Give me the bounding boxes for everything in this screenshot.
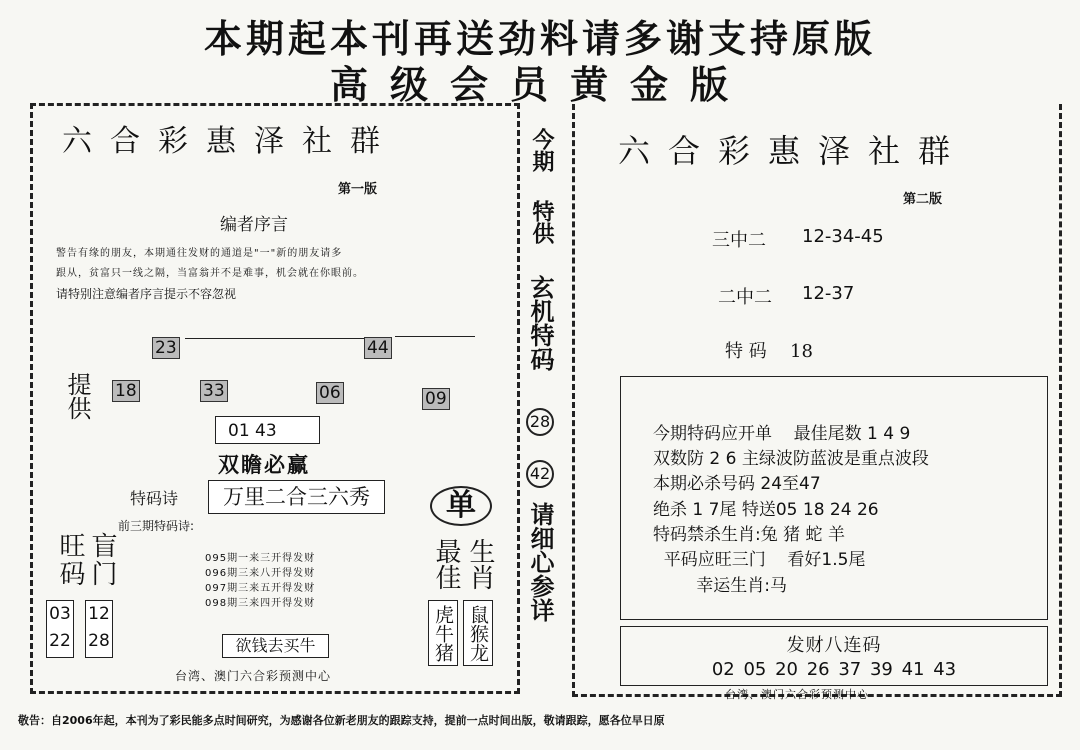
info-box — [620, 376, 1048, 620]
info-line: 幸运生肖:马 — [653, 576, 787, 596]
prev-line: 096期三来八开得发财 — [205, 568, 316, 579]
er-value: 12-37 — [802, 283, 855, 304]
info-line: 今期特码应开单 最佳尾数 1 4 9 — [653, 424, 911, 444]
header-line-1: 本期起本刊再送劲料请多谢支持原版 — [203, 16, 876, 61]
num-top-right: 44 — [364, 337, 392, 359]
middle-col-2: 特供 — [529, 200, 554, 244]
num-row-1: 18 — [112, 380, 140, 402]
info-line: 双数防 2 6 主绿波防蓝波是重点波段 — [653, 449, 929, 469]
er-label: 二中二 — [718, 287, 772, 308]
te-value: 18 — [790, 341, 813, 362]
middle-col-1: 今期 — [529, 128, 554, 172]
num-row-3: 06 — [316, 382, 344, 404]
middle-num-2: 42 — [526, 460, 554, 488]
right-footer: 台湾、澳门六合彩预测中心 — [725, 688, 869, 701]
num-row-2: 33 — [200, 380, 228, 402]
wang-num: 22 — [49, 631, 71, 651]
prev-line: 098期三来四开得发财 — [205, 598, 316, 609]
wang-num: 03 — [49, 604, 71, 624]
san-value: 12-34-45 — [802, 226, 884, 247]
san-label: 三中二 — [712, 230, 766, 251]
slogan: 双瞻必赢 — [218, 453, 310, 477]
header-line-2: 高级会员黄金版 — [329, 62, 750, 107]
preface-title: 编者序言 — [220, 215, 288, 235]
info-line: 平码应旺三门 看好1.5尾 — [653, 550, 866, 570]
mang-num: 12 — [88, 604, 110, 624]
wang-label: 旺码 — [55, 532, 85, 588]
info-line: 特码禁杀生肖:兔 猪 蛇 羊 — [653, 525, 845, 545]
right-title: 六合彩惠泽社群 — [618, 132, 969, 170]
eight-title: 发财八连码 — [786, 635, 882, 656]
info-line: 本期必杀号码 24至47 — [653, 474, 821, 494]
wang-box — [46, 600, 74, 658]
sheng-label: 生肖 — [465, 538, 495, 590]
left-title: 六合彩惠泽社群 — [62, 124, 398, 159]
middle-col-3: 玄机特码 — [526, 275, 554, 371]
middle-num-1: 28 — [526, 408, 554, 436]
mang-box — [85, 600, 113, 658]
dan-circle: 单 — [430, 486, 492, 526]
left-edition: 第一版 — [338, 182, 378, 197]
middle-col-4: 请细心参详 — [526, 502, 554, 622]
eight-nums: 02 05 20 26 37 39 41 43 — [711, 659, 957, 680]
poem-label: 特码诗 — [130, 489, 179, 508]
mang-label: 盲门 — [87, 532, 117, 588]
eight-box — [620, 626, 1048, 686]
poem-box: 万里二合三六秀 — [208, 480, 385, 514]
prev-line: 095期一来三开得发财 — [205, 553, 316, 564]
prev-label: 前三期特码诗: — [118, 519, 195, 533]
best-label: 最佳 — [431, 538, 461, 590]
preface-note: 请特别注意编者序言提示不容忽视 — [56, 287, 237, 301]
divider-line-right — [395, 336, 475, 337]
bottom-note: 敬告：自2006年起，本刊为了彩民能多点时间研究，为感谢各位新老朋友的跟踪支持，提前一点时间出版，敬请跟踪，愿各位早日原 — [18, 714, 665, 727]
divider-line — [185, 338, 365, 339]
pair-box: 01 43 — [215, 416, 320, 444]
provide-label: 提供 — [63, 372, 91, 420]
zodiac-box-b: 鼠猴龙 — [463, 600, 493, 666]
info-line: 绝杀 1 7尾 特送05 18 24 26 — [653, 500, 879, 520]
right-edition: 第二版 — [903, 192, 943, 207]
mang-num: 28 — [88, 631, 110, 651]
preface-line-2: 跟从，贫富只一线之隔，当富翁并不是难事，机会就在你眼前。 — [56, 268, 364, 279]
num-top-left: 23 — [152, 337, 180, 359]
prev-line: 097期三来五开得发财 — [205, 583, 316, 594]
left-footer: 台湾、澳门六合彩预测中心 — [175, 669, 332, 683]
zodiac-box-a: 虎牛猪 — [428, 600, 458, 666]
te-label: 特 码 — [725, 341, 767, 362]
buy-box: 欲钱去买牛 — [222, 634, 329, 658]
preface-line-1: 警告有缘的朋友，本期通往发财的通道是"一"新的朋友请多 — [56, 248, 343, 259]
num-row-4: 09 — [422, 388, 450, 410]
